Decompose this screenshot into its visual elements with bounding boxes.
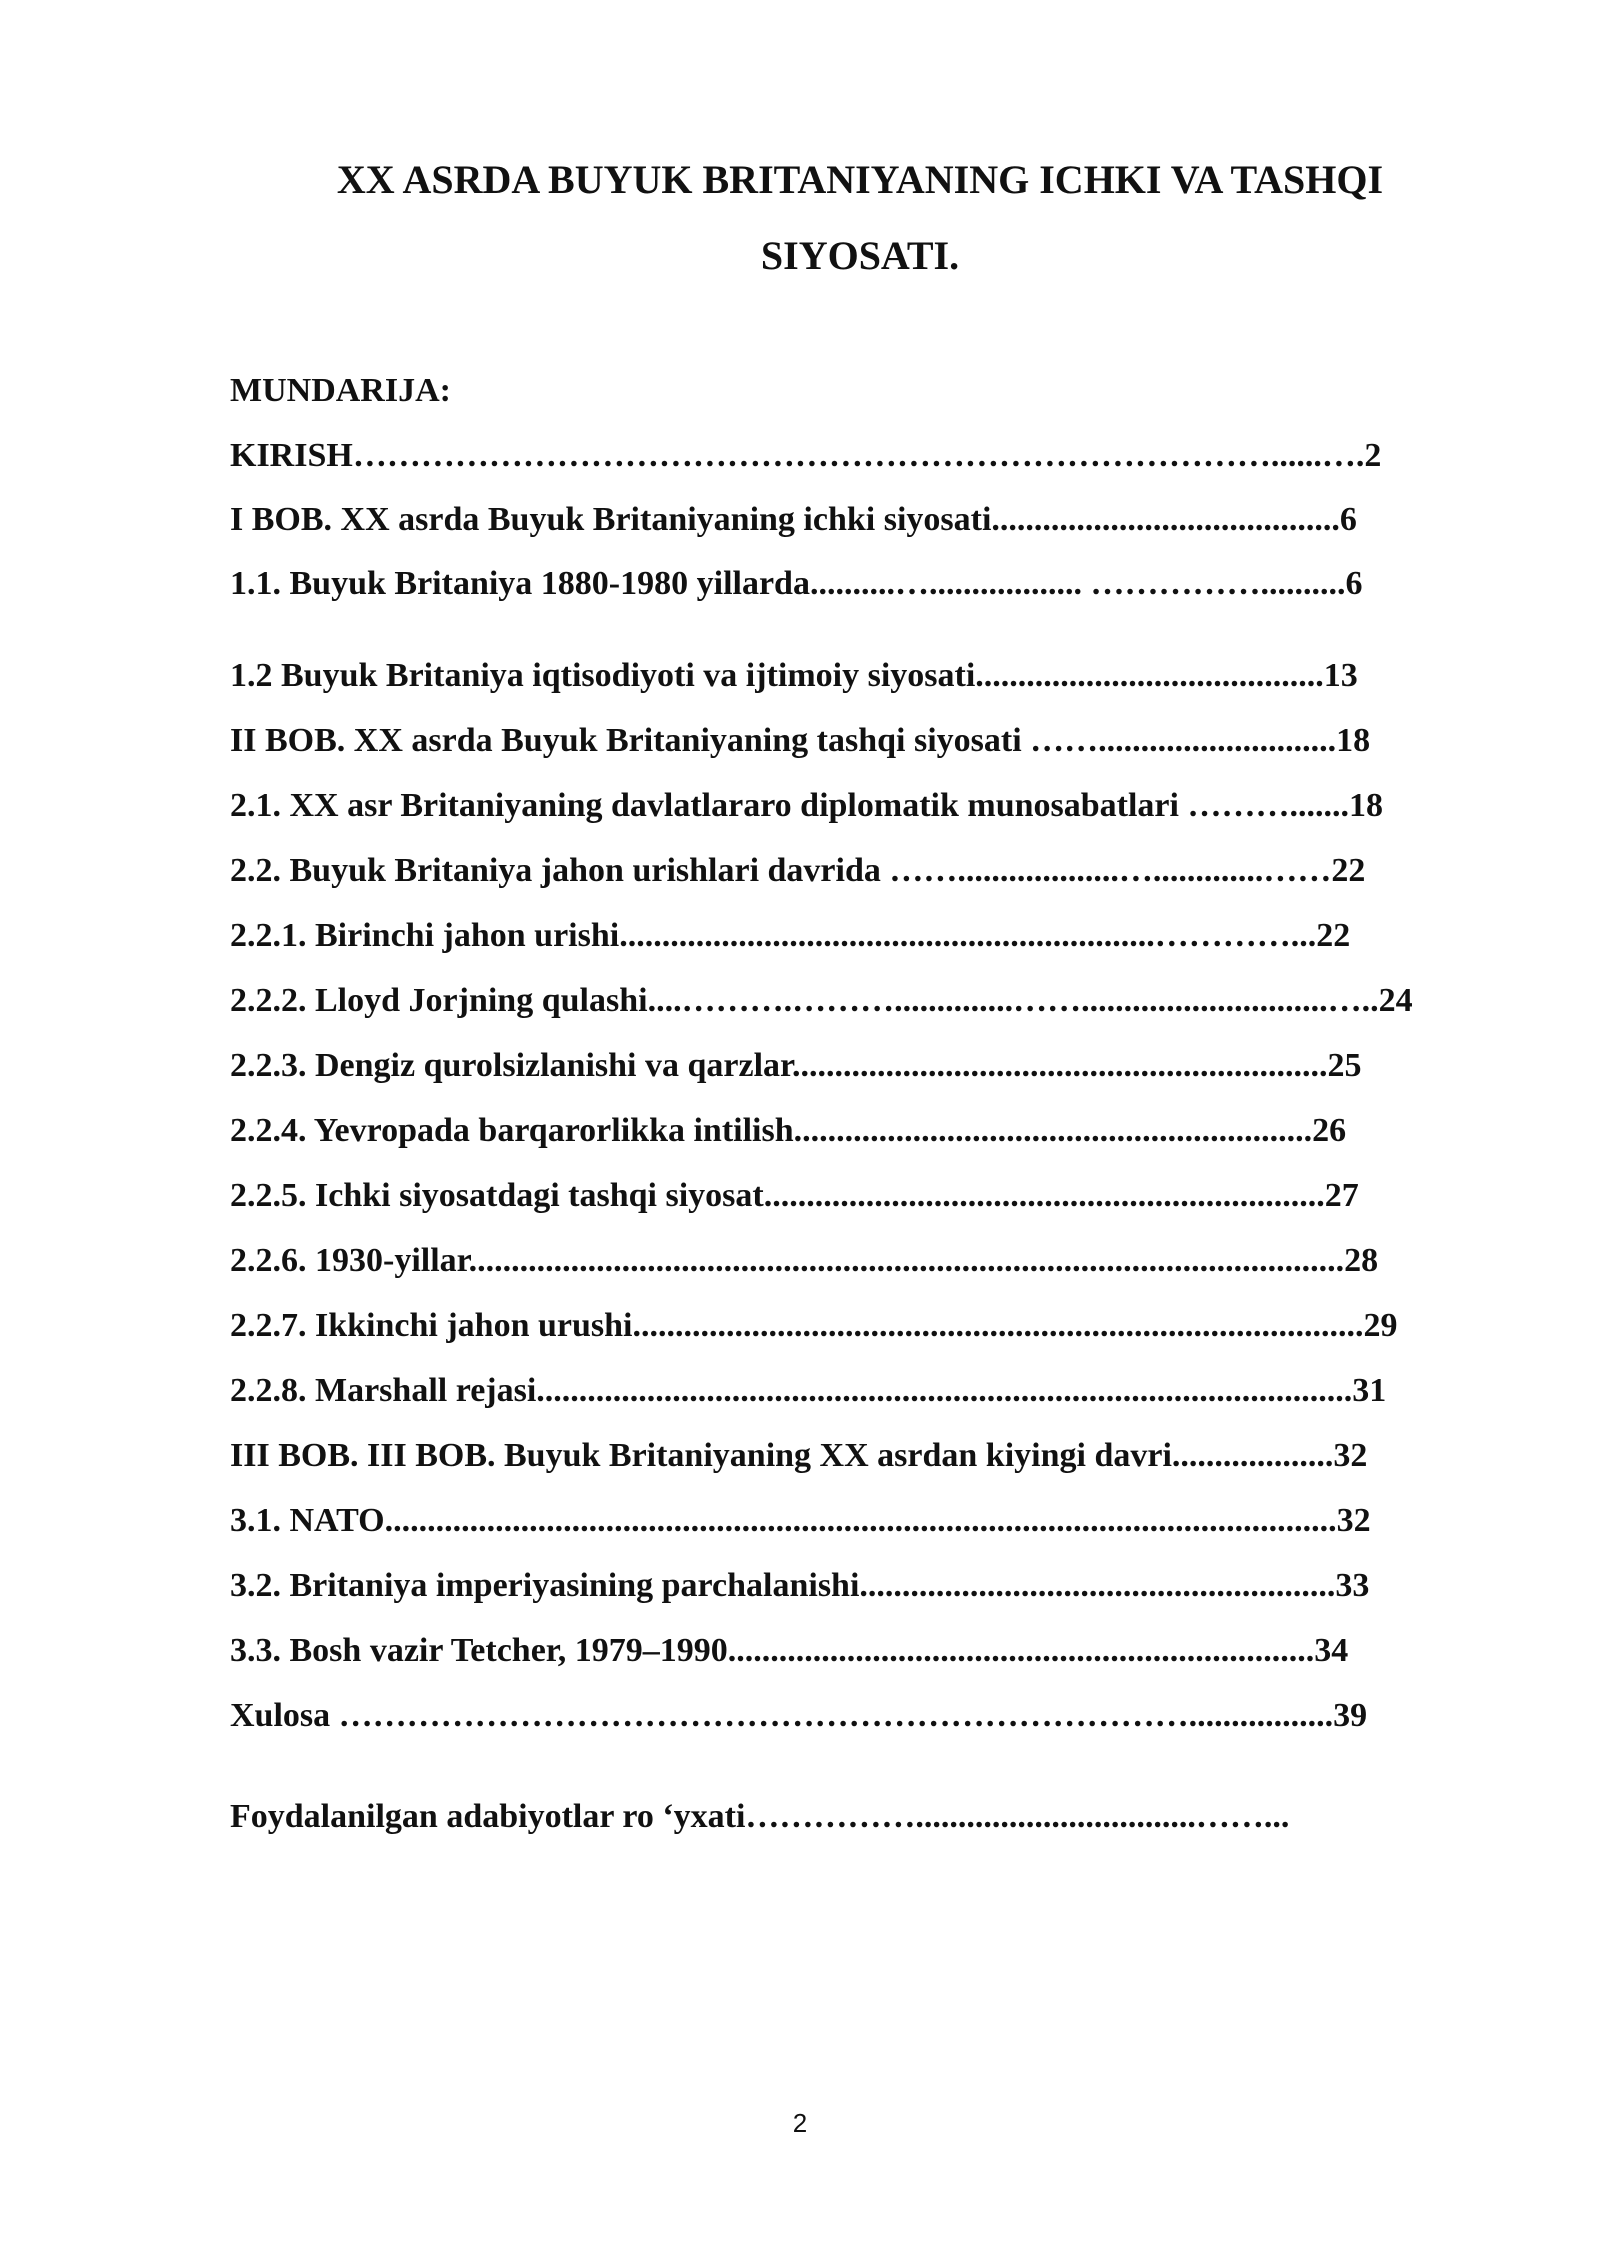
page-number: 2 <box>792 2108 808 2138</box>
toc-entry-2-2-1: 2.2.1. Birinchi jahon urishi...............................................................…………...22 <box>230 917 1351 954</box>
toc-entry-2-1: 2.1. XX asr Britaniyaning davlatlararo diplomatik munosabatlari ……….......18 <box>230 787 1383 824</box>
toc-entry-3-3: 3.3. Bosh vazir Tetcher, 1979–1990.....................................................................34 <box>230 1632 1349 1669</box>
toc-entry-bibliography: Foydalanilgan adabiyotlar ro ‘yxati…………….................................……... <box>230 1798 1290 1835</box>
toc-entry-2-2-3: 2.2.3. Dengiz qurolsizlanishi va qarzlar...............................................................25 <box>230 1047 1362 1084</box>
toc-entry-3-1: 3.1. NATO................................................................................................................32 <box>230 1502 1371 1539</box>
toc-entry-chapter-3: III BOB. III BOB. Buyuk Britaniyaning XX asrdan kiyingi davri...................32 <box>230 1437 1368 1474</box>
toc-entry-kirish: KIRISH………………………………………………………………………......….2 <box>230 437 1382 474</box>
toc-entry-chapter-2: II BOB. XX asrda Buyuk Britaniyaning tashqi siyosati ……............................18 <box>230 722 1371 759</box>
toc-entry-2-2: 2.2. Buyuk Britaniya jahon urishlari davrida ……...................….............……22 <box>230 852 1366 889</box>
toc-entry-3-2: 3.2. Britaniya imperiyasining parchalanishi........................................................33 <box>230 1567 1370 1604</box>
document-title-line-1: XX ASRDA BUYUK BRITANIYANING ICHKI VA TASHQI <box>336 157 1384 202</box>
toc-entry-2-2-2: 2.2.2. Lloyd Jorjning qulashi....……….………..............…….............................…..24 <box>230 982 1413 1019</box>
document-title-line-2: SIYOSATI. <box>760 233 960 278</box>
toc-entry-1-2: 1.2 Buyuk Britaniya iqtisodiyoti va ijtimoiy siyosati.........................................13 <box>230 657 1358 694</box>
toc-entry-2-2-6: 2.2.6. 1930-yillar.......................................................................................................28 <box>230 1242 1379 1279</box>
toc-entry-1-1: 1.1. Buyuk Britaniya 1880-1980 yillarda..........….................. ……………..........6 <box>230 565 1363 602</box>
toc-entry-chapter-1: I BOB. XX asrda Buyuk Britaniyaning ichki siyosati.........................................6 <box>230 501 1357 538</box>
toc-entry-xulosa: Xulosa ………………………………………………………………….................39 <box>230 1697 1368 1734</box>
toc-entry-2-2-4: 2.2.4. Yevropada barqarorlikka intilish.............................................................26 <box>230 1112 1347 1149</box>
toc-entry-2-2-5: 2.2.5. Ichki siyosatdagi tashqi siyosat..................................................................27 <box>230 1177 1359 1214</box>
toc-heading: MUNDARIJA: <box>230 372 451 409</box>
toc-entry-2-2-8: 2.2.8. Marshall rejasi................................................................................................31 <box>230 1372 1387 1409</box>
toc-entry-2-2-7: 2.2.7. Ikkinchi jahon urushi......................................................................................29 <box>230 1307 1398 1344</box>
